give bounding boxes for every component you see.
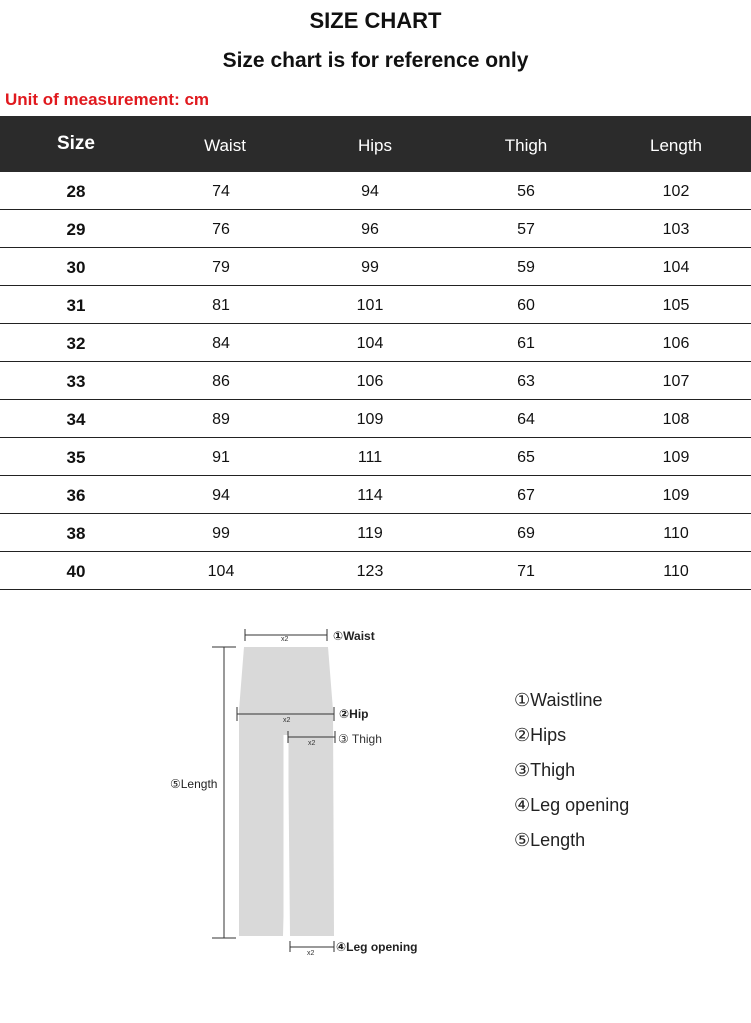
table-row	[0, 210, 751, 248]
pants-silhouette	[239, 647, 334, 936]
table-row	[0, 476, 751, 514]
waist-x2: x2	[281, 636, 289, 643]
cell-thigh: 60	[517, 297, 535, 314]
cell-hips: 94	[361, 183, 379, 200]
cell-length: 104	[662, 259, 690, 276]
table-row	[0, 362, 751, 400]
cell-thigh: 69	[517, 525, 535, 542]
header-thigh: Thigh	[504, 136, 548, 155]
cell-hips: 104	[356, 335, 384, 352]
size-table-header	[0, 116, 751, 172]
cell-length: 105	[662, 297, 690, 314]
legend-number: ⑤	[514, 830, 531, 851]
unit-note: Unit of measurement: cm	[5, 90, 210, 109]
cell-thigh: 65	[517, 449, 535, 466]
legend-label: Length	[530, 830, 586, 850]
cell-length: 107	[662, 373, 690, 390]
cell-waist: 94	[212, 487, 230, 504]
header-size: Size	[56, 133, 96, 154]
length-measure	[212, 647, 236, 938]
leg-opening-label: ④Leg opening	[336, 940, 418, 954]
header-length: Length	[650, 136, 702, 155]
cell-hips: 101	[356, 297, 384, 314]
cell-size: 30	[66, 258, 86, 277]
cell-thigh: 64	[517, 411, 535, 428]
size-table-body	[0, 172, 751, 590]
cell-waist: 89	[212, 411, 230, 428]
cell-size: 36	[66, 486, 86, 505]
cell-waist: 74	[212, 183, 230, 200]
cell-hips: 99	[361, 259, 379, 276]
legend-item	[514, 830, 629, 865]
table-row	[0, 438, 751, 476]
hip-x2: x2	[283, 717, 291, 724]
cell-hips: 114	[357, 487, 383, 504]
legend-label: Thigh	[530, 760, 576, 780]
page-subtitle: Size chart is for reference only	[222, 49, 529, 72]
cell-thigh: 59	[517, 259, 535, 276]
cell-length: 110	[663, 525, 689, 542]
pants-diagram	[0, 600, 751, 980]
cell-waist: 84	[212, 335, 230, 352]
cell-hips: 123	[356, 563, 384, 580]
cell-waist: 91	[212, 449, 230, 466]
legend-item	[514, 795, 629, 830]
header-hips: Hips	[357, 136, 392, 155]
cell-size: 35	[66, 448, 86, 467]
cell-length: 109	[662, 449, 690, 466]
legend-number: ②	[514, 725, 531, 746]
waist-label: ①Waist	[333, 629, 375, 643]
cell-thigh: 57	[517, 221, 535, 238]
table-row	[0, 286, 751, 324]
hip-label: ②Hip	[339, 707, 369, 721]
cell-thigh: 67	[517, 487, 535, 504]
cell-hips: 119	[357, 525, 383, 542]
cell-size: 34	[66, 410, 86, 429]
thigh-x2: x2	[308, 740, 316, 747]
cell-thigh: 61	[517, 335, 535, 352]
thigh-label: ③ Thigh	[338, 732, 382, 746]
legend-item	[514, 725, 629, 760]
cell-thigh: 71	[517, 563, 535, 580]
cell-hips: 109	[356, 411, 384, 428]
cell-length: 103	[662, 221, 690, 238]
cell-thigh: 63	[517, 373, 535, 390]
legend-label: Waistline	[530, 690, 603, 710]
legend-label: Hips	[530, 725, 567, 745]
legend-item	[514, 760, 629, 795]
legend-item	[514, 690, 629, 725]
measurement-legend	[514, 690, 629, 865]
cell-size: 32	[66, 334, 86, 353]
cell-size: 33	[66, 372, 86, 391]
length-label: ⑤Length	[170, 777, 218, 791]
leg-opening-x2: x2	[307, 950, 315, 957]
cell-length: 109	[662, 487, 690, 504]
cell-size: 29	[66, 220, 86, 239]
legend-label: Leg opening	[530, 795, 630, 815]
cell-length: 106	[662, 335, 690, 352]
table-row	[0, 400, 751, 438]
cell-length: 102	[662, 183, 690, 200]
cell-thigh: 56	[517, 183, 535, 200]
legend-number: ③	[514, 760, 531, 781]
table-row	[0, 514, 751, 552]
cell-waist: 76	[212, 221, 230, 238]
table-row	[0, 552, 751, 590]
cell-size: 28	[66, 182, 86, 201]
cell-length: 108	[662, 411, 690, 428]
cell-waist: 79	[212, 259, 230, 276]
cell-waist: 86	[212, 373, 230, 390]
cell-waist: 99	[212, 525, 230, 542]
table-row	[0, 324, 751, 362]
cell-waist: 81	[212, 297, 230, 314]
table-row	[0, 172, 751, 210]
cell-size: 40	[66, 562, 86, 581]
cell-waist: 104	[207, 563, 235, 580]
legend-number: ①	[514, 690, 531, 711]
legend-number: ④	[514, 795, 531, 816]
cell-hips: 106	[356, 373, 384, 390]
page-title: SIZE CHART	[309, 8, 442, 33]
cell-hips: 111	[357, 449, 383, 466]
table-row	[0, 248, 751, 286]
cell-length: 110	[663, 563, 689, 580]
header-waist: Waist	[204, 136, 246, 155]
cell-hips: 96	[361, 221, 379, 238]
cell-size: 31	[66, 296, 86, 315]
cell-size: 38	[66, 524, 86, 543]
